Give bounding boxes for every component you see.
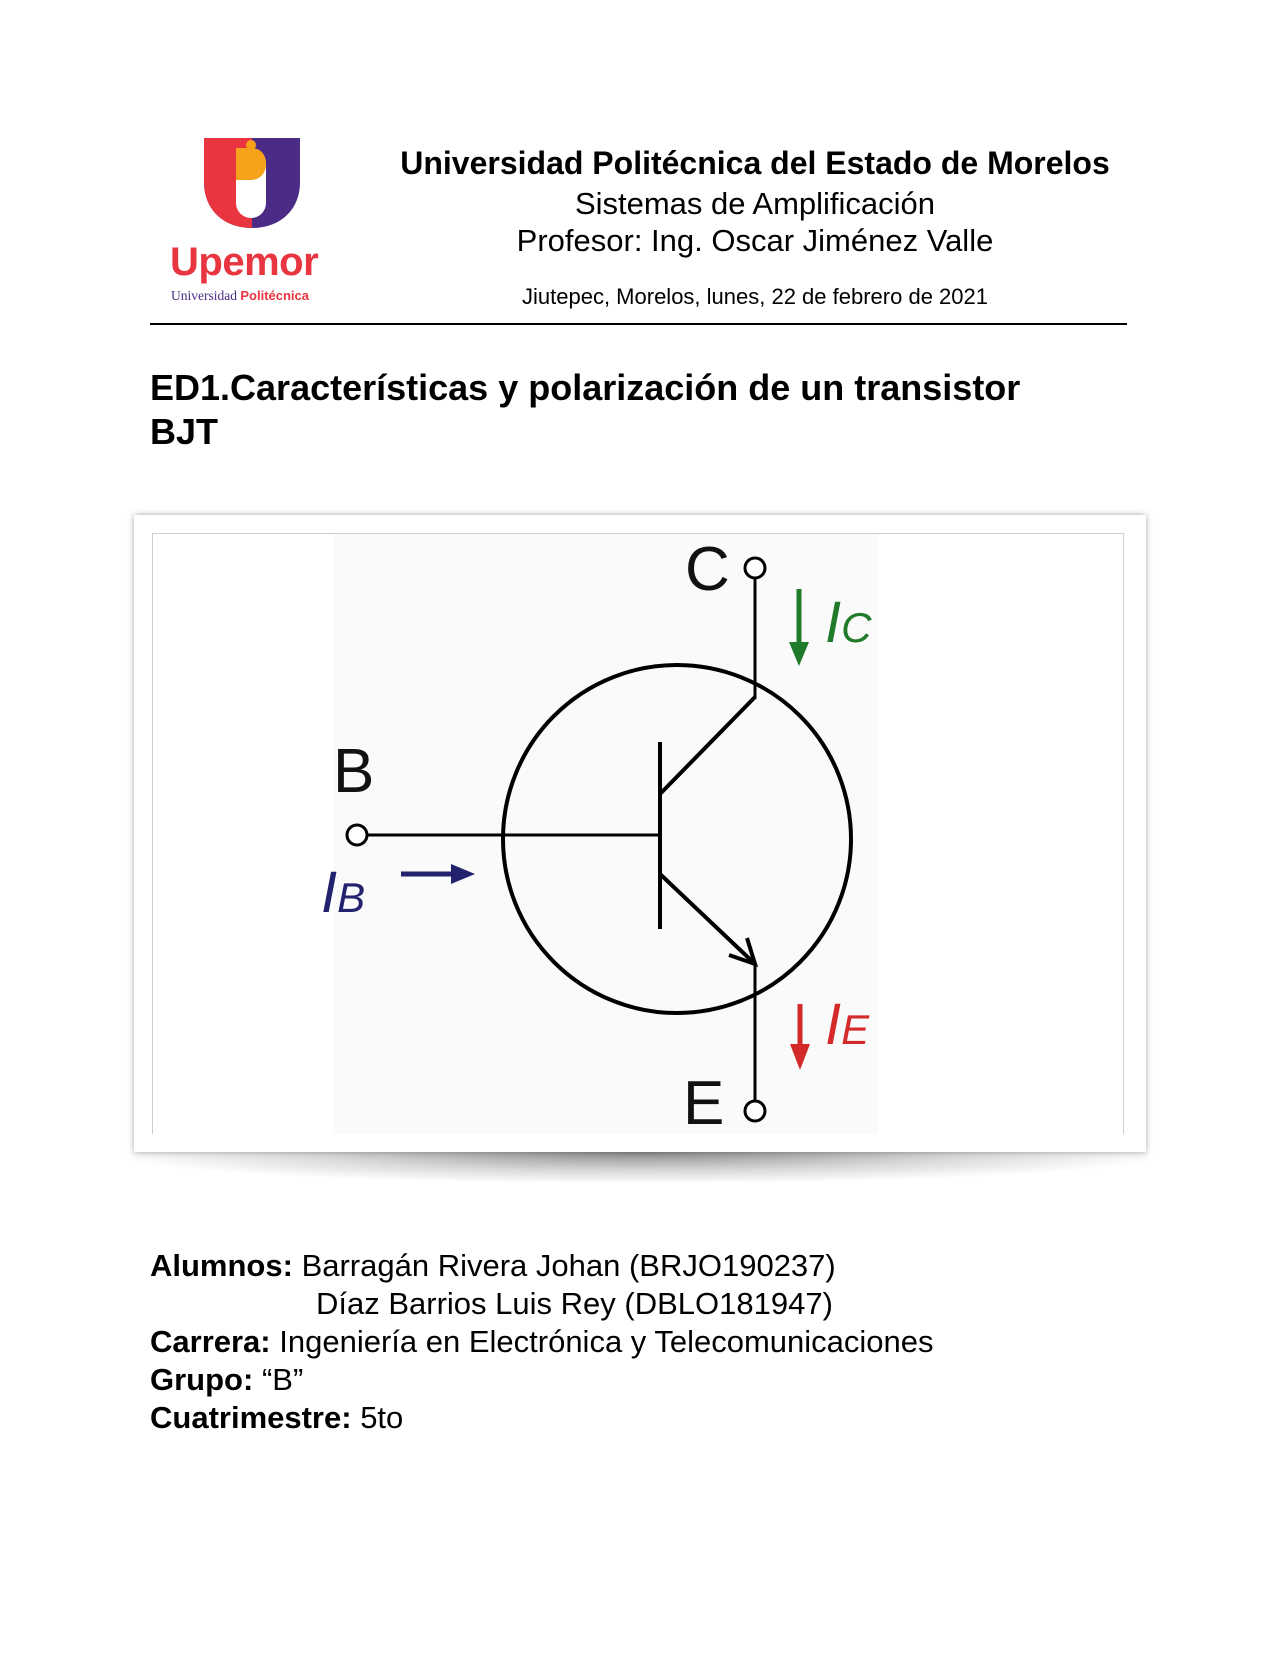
career-label: Carrera: — [150, 1324, 271, 1359]
group-row — [150, 1362, 303, 1398]
term-row — [150, 1400, 403, 1436]
university-logo — [168, 136, 346, 306]
place-date: Jiutepec, Morelos, lunes, 22 de febrero de 2021 — [522, 284, 988, 309]
term-value: 5to — [360, 1400, 404, 1435]
professor-name: Profesor: Ing. Oscar Jiménez Valle — [516, 223, 994, 258]
collector-terminal — [745, 558, 765, 578]
group-label: Grupo: — [150, 1362, 254, 1397]
student-2-row — [316, 1286, 833, 1322]
career-row — [150, 1324, 934, 1360]
document-title-line1: ED1.Características y polarización de un transistor — [150, 367, 1021, 408]
students-row — [150, 1248, 836, 1284]
bjt-symbol-diagram — [153, 534, 1123, 1134]
students-label: Alumnos: — [150, 1248, 293, 1283]
emitter-terminal — [745, 1101, 765, 1121]
logo-subtitle-normal: Universidad — [171, 288, 237, 303]
document-title-line2: BJT — [150, 411, 219, 452]
career-value: Ingeniería en Electrónica y Telecomunicaciones — [279, 1324, 934, 1359]
student-1: Barragán Rivera Johan (BRJO190237) — [301, 1248, 836, 1283]
document-title — [150, 366, 1150, 454]
logo-wordmark: Upemor — [170, 240, 319, 284]
student-2: Díaz Barrios Luis Rey (DBLO181947) — [316, 1286, 833, 1321]
bjt-figure — [152, 533, 1124, 1134]
ib-label: IB — [321, 860, 366, 925]
logo-subtitle-bold: Politécnica — [240, 288, 309, 303]
emitter-label: E — [683, 1069, 725, 1134]
ie-label: IE — [825, 992, 870, 1057]
ic-label: IC — [825, 590, 872, 655]
figure-shadow — [130, 1152, 1148, 1182]
group-value: “B” — [261, 1362, 304, 1397]
header-divider — [150, 323, 1127, 325]
base-terminal — [347, 825, 367, 845]
logo-subtitle — [171, 288, 309, 304]
collector-label: C — [685, 535, 730, 604]
subject-name: Sistemas de Amplificación — [574, 186, 936, 221]
term-label: Cuatrimestre: — [150, 1400, 352, 1435]
upemor-emblem-icon — [202, 136, 302, 232]
base-label: B — [333, 737, 375, 806]
university-name: Universidad Politécnica del Estado de Morelos — [400, 145, 1110, 181]
